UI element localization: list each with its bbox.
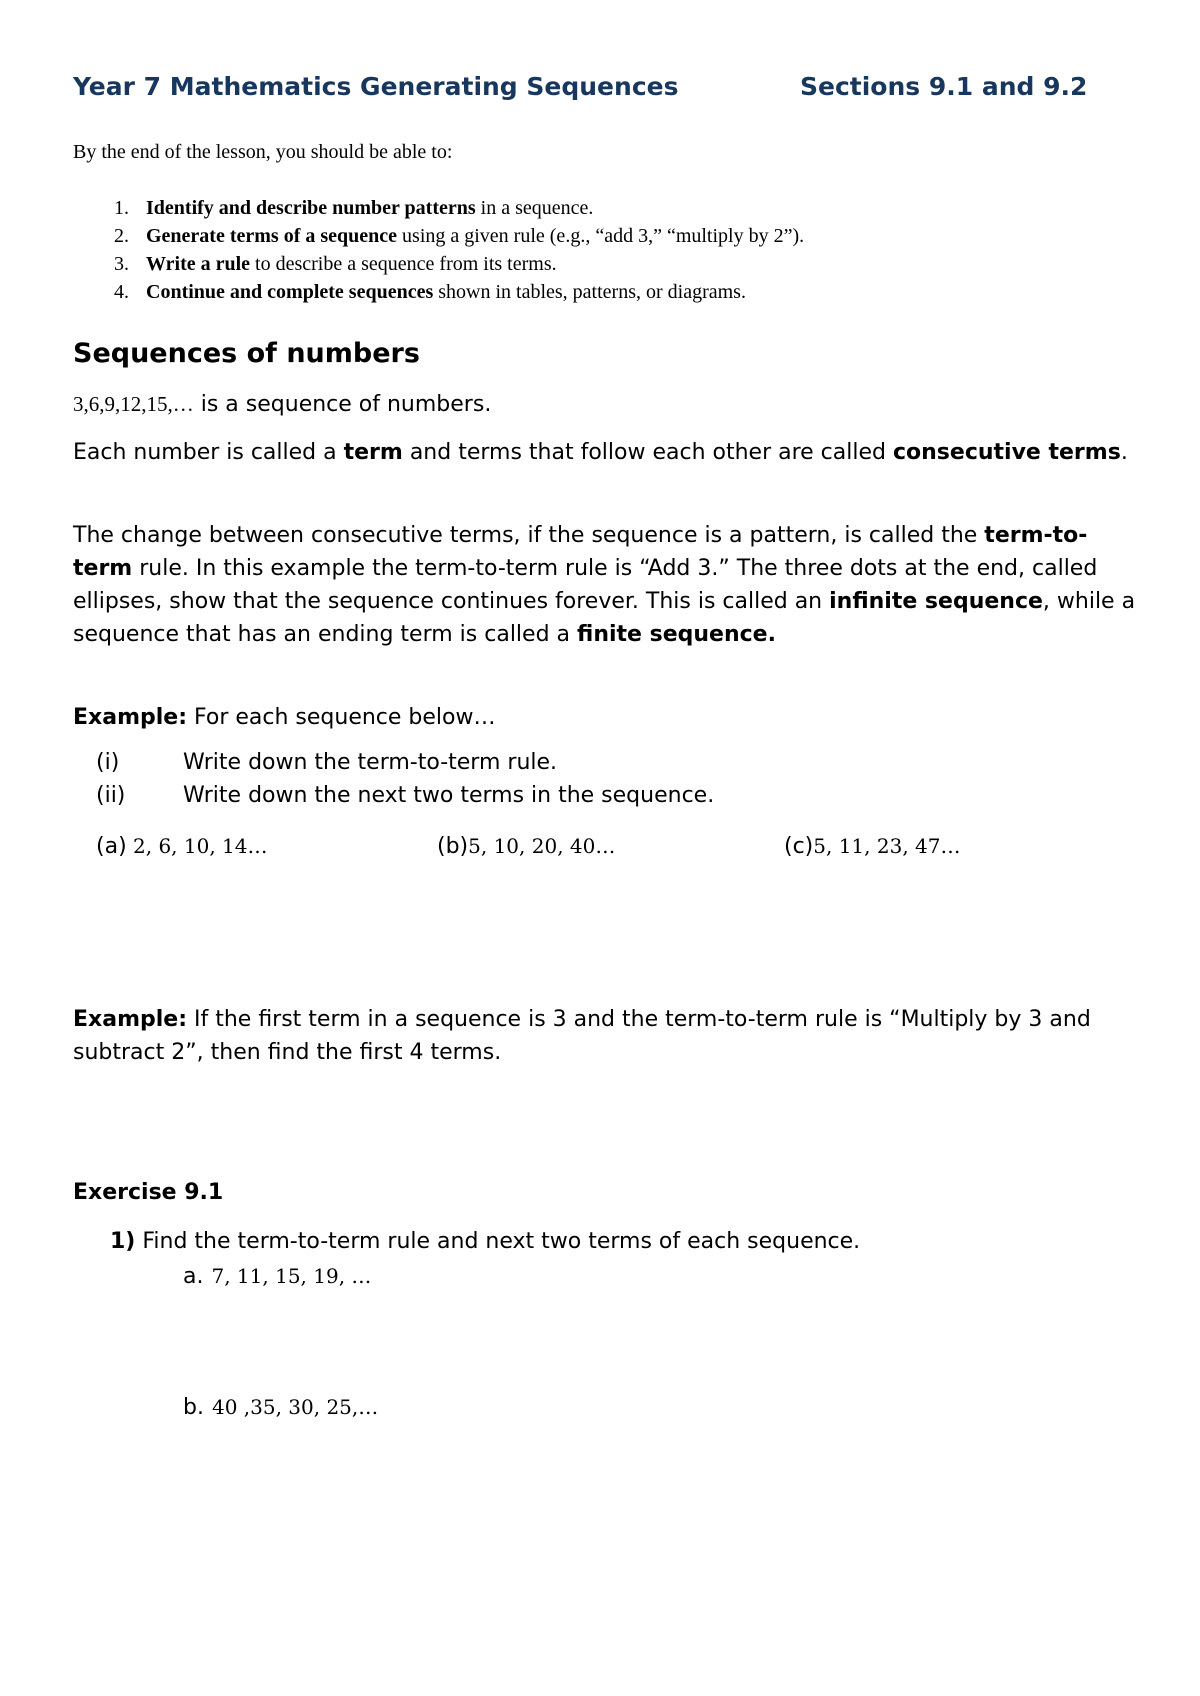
example-label: Example:: [73, 1007, 187, 1032]
objective-bold: Generate terms of a sequence: [146, 225, 398, 247]
title-text: Year 7 Mathematics Generating Sequences: [73, 72, 679, 101]
example-text: If the first term in a sequence is 3 and the term-to-term rule is “Multiply by 3 and subtract 2”, then find the first 4 terms.: [73, 1007, 1091, 1065]
bold-term: consecutive terms: [892, 440, 1121, 465]
sequence-label: (c): [784, 834, 814, 859]
sequence-values: 40 ,35, 30, 25,…: [211, 1395, 379, 1419]
question-part-b: [183, 1395, 378, 1420]
list-item: [73, 278, 804, 306]
sequence-label: (b): [437, 834, 469, 859]
sequence-c: [784, 830, 960, 863]
bold-term: term: [343, 440, 403, 465]
sequence-label: (a): [96, 834, 127, 859]
list-number: 3.: [114, 253, 129, 275]
question-1: [110, 1229, 860, 1254]
title-sections: Sections 9.1 and 9.2: [800, 72, 1088, 101]
sequence-values: 5, 10, 20, 40…: [468, 834, 616, 858]
example-1: [73, 701, 1143, 734]
objective-bold: Write a rule: [146, 253, 251, 275]
objective-text: in a sequence.: [475, 197, 594, 219]
paragraph-text: rule. In this example the term-to-term rule is “Add 3.” The three dots at the end, called ellipses, show that the sequence continues forever. This is called an: [73, 556, 1098, 614]
question-number: 1): [110, 1229, 136, 1254]
objective-text: shown in tables, patterns, or diagrams.: [433, 281, 746, 303]
learning-objectives-list: [73, 194, 804, 306]
bold-term: finite sequence.: [577, 622, 776, 647]
paragraph-text: , while a sequence that has an ending term is called a: [73, 589, 1136, 647]
sequence-values: 2, 6, 10, 14…: [126, 834, 268, 858]
list-item: [73, 194, 804, 222]
example-1-sequences: [96, 830, 1096, 863]
term-paragraph: [73, 436, 1143, 469]
sequence-values: 5, 11, 23, 47…: [813, 834, 961, 858]
intro-text: By the end of the lesson, you should be able to:: [73, 141, 453, 163]
bold-term: term-to-term: [73, 523, 1088, 581]
question-part-a: [183, 1264, 371, 1289]
list-item: [73, 250, 804, 278]
part-label: b.: [183, 1395, 204, 1420]
part-marker: (i): [96, 750, 120, 775]
sequence-paragraph: [73, 388, 1143, 421]
paragraph-text: is a sequence of numbers.: [193, 392, 492, 417]
paragraph-text: .: [1120, 440, 1128, 465]
example-2: [73, 1003, 1143, 1069]
list-item: [73, 222, 804, 250]
exercise-heading: Exercise 9.1: [73, 1180, 224, 1205]
question-text: Find the term-to-term rule and next two terms of each sequence.: [135, 1229, 861, 1254]
sequence-b: [437, 830, 615, 863]
part-label: a.: [183, 1264, 204, 1289]
sequence-a: [96, 830, 268, 863]
paragraph-text: The change between consecutive terms, if the sequence is a pattern, is called the: [73, 523, 985, 548]
page-title: [73, 72, 1133, 108]
paragraph-text: and terms that follow each other are called: [402, 440, 893, 465]
part-marker: (ii): [96, 783, 126, 808]
list-number: 4.: [114, 281, 129, 303]
list-number: 2.: [114, 225, 129, 247]
term-to-term-paragraph: [73, 519, 1143, 651]
objective-bold: Identify and describe number patterns: [146, 197, 476, 219]
objective-text: using a given rule (e.g., “add 3,” “multiply by 2”).: [397, 225, 805, 247]
objective-bold: Continue and complete sequences: [146, 281, 434, 303]
list-number: 1.: [114, 197, 129, 219]
part-text: Write down the next two terms in the sequence.: [183, 783, 715, 808]
sequence-values: 3,6,9,12,15,…: [73, 392, 194, 416]
section-heading: Sequences of numbers: [73, 338, 420, 369]
part-text: Write down the term-to-term rule.: [183, 750, 558, 775]
example-text: For each sequence below…: [187, 705, 496, 730]
objective-text: to describe a sequence from its terms.: [250, 253, 557, 275]
bold-term: infinite sequence: [829, 589, 1043, 614]
sequence-values: 7, 11, 15, 19, …: [211, 1264, 372, 1288]
paragraph-text: Each number is called a: [73, 440, 344, 465]
example-label: Example:: [73, 705, 187, 730]
